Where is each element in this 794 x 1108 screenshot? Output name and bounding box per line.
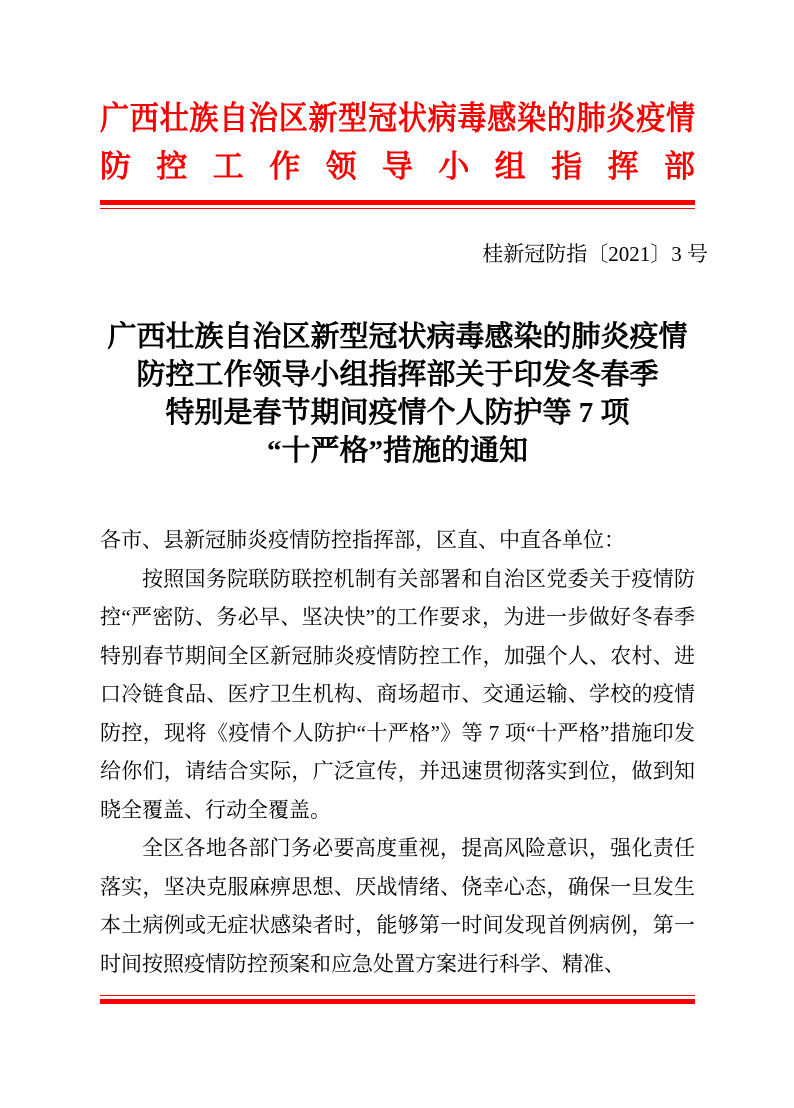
title-line: 特别是春节期间疫情个人防护等 7 项 [165, 397, 630, 429]
document-title [100, 318, 695, 470]
thick-rule [100, 200, 695, 205]
red-divider-bottom [100, 995, 695, 1004]
thick-rule [100, 999, 695, 1004]
body-paragraph: 按照国务院联防联控机制有关部署和自治区党委关于疫情防控“严密防、务必早、坚决快”的工作要求，为进一步做好冬春季特别春节期间全区新冠肺炎疫情防控工作，加强个人、农村、进口冷链食品、医疗卫生机构、商场超市、交通运输、学校的疫情防控，现将《疫情个人防护“十严格”》等 7 项“十严格”措施印发给你们，请结合实际，广泛宣传，并迅速贯彻落实到位，做到知晓全覆盖、行动全覆盖。 [100, 566, 695, 822]
salutation: 各市、县新冠肺炎疫情防控指挥部，区直、中直各单位： [100, 528, 625, 552]
letterhead-org-line1: 广西壮族自治区新型冠状病毒感染的肺炎疫情 [100, 101, 695, 137]
body-paragraph: 全区各地各部门务必要高度重视，提高风险意识，强化责任落实，坚决克服麻痹思想、厌战情绪、侥幸心态，确保一旦发生本土病例或无症状感染者时，能够第一时间发现首例病例，第一时间按照疫情防控预案和应急处置方案进行科学、精准、 [100, 836, 695, 976]
title-line: 防控工作领导小组指挥部关于印发冬春季 [136, 359, 659, 391]
title-line: “十严格”措施的通知 [266, 435, 528, 467]
letterhead-org-line2: 防控工作领导小组指挥部 [100, 149, 695, 184]
title-line: 广西壮族自治区新型冠状病毒感染的肺炎疫情 [107, 321, 688, 353]
thin-rule [100, 208, 695, 209]
thin-rule [100, 995, 695, 996]
document-body [100, 521, 695, 983]
red-divider-top [100, 200, 695, 209]
document-number: 桂新冠防指〔2021〕3 号 [482, 242, 708, 266]
